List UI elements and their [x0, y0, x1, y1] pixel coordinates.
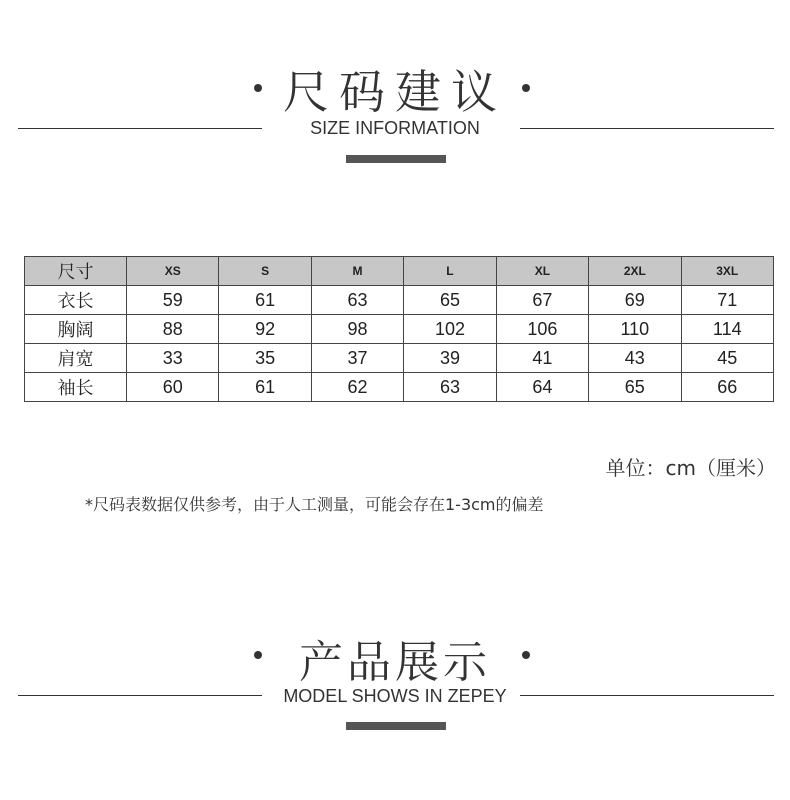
table-cell: 71	[681, 286, 773, 315]
model-section-subtitle: MODEL SHOWS IN ZEPEY	[283, 686, 507, 706]
table-cell: 66	[681, 373, 773, 402]
header-cell-l: L	[404, 257, 496, 286]
model-section-title: 产品展示	[299, 637, 491, 688]
table-cell: 64	[496, 373, 588, 402]
table-cell: 37	[311, 344, 403, 373]
model-rule-right	[520, 695, 774, 696]
header-cell-m: M	[311, 257, 403, 286]
table-row	[25, 315, 774, 344]
table-cell: 98	[311, 315, 403, 344]
table-cell: 92	[219, 315, 311, 344]
size-table-header-row	[25, 257, 774, 286]
table-cell: 69	[589, 286, 681, 315]
table-cell: 43	[589, 344, 681, 373]
model-section-bar	[346, 722, 446, 730]
table-row	[25, 344, 774, 373]
table-cell: 60	[127, 373, 219, 402]
row-label: 袖长	[25, 373, 127, 402]
table-cell: 63	[404, 373, 496, 402]
table-cell: 62	[311, 373, 403, 402]
size-rule-right	[520, 128, 774, 129]
header-cell-2xl: 2XL	[589, 257, 681, 286]
row-label: 衣长	[25, 286, 127, 315]
table-cell: 88	[127, 315, 219, 344]
table-cell: 65	[589, 373, 681, 402]
table-cell: 63	[311, 286, 403, 315]
table-cell: 67	[496, 286, 588, 315]
header-cell-size: 尺寸	[25, 257, 127, 286]
size-section-bar	[346, 155, 446, 163]
title-dot-right	[522, 84, 530, 92]
row-label: 肩宽	[25, 344, 127, 373]
table-cell: 61	[219, 373, 311, 402]
row-label: 胸阔	[25, 315, 127, 344]
table-cell: 39	[404, 344, 496, 373]
header-cell-xs: XS	[127, 257, 219, 286]
table-row	[25, 373, 774, 402]
table-cell: 61	[219, 286, 311, 315]
size-section-title: 尺码建议	[283, 65, 507, 119]
table-cell: 35	[219, 344, 311, 373]
table-row	[25, 286, 774, 315]
header-cell-s: S	[219, 257, 311, 286]
table-cell: 59	[127, 286, 219, 315]
table-cell: 33	[127, 344, 219, 373]
size-table	[24, 256, 774, 402]
header-cell-3xl: 3XL	[681, 257, 773, 286]
table-cell: 45	[681, 344, 773, 373]
table-cell: 110	[589, 315, 681, 344]
unit-text: 单位：cm（厘米）	[605, 456, 776, 480]
table-cell: 65	[404, 286, 496, 315]
table-cell: 114	[681, 315, 773, 344]
size-section-subtitle: SIZE INFORMATION	[310, 118, 480, 138]
measurement-note: *尺码表数据仅供参考，由于人工测量，可能会存在1-3cm的偏差	[85, 495, 544, 514]
table-cell: 102	[404, 315, 496, 344]
table-cell: 41	[496, 344, 588, 373]
table-cell: 106	[496, 315, 588, 344]
header-cell-xl: XL	[496, 257, 588, 286]
model-dot-right	[522, 651, 530, 659]
